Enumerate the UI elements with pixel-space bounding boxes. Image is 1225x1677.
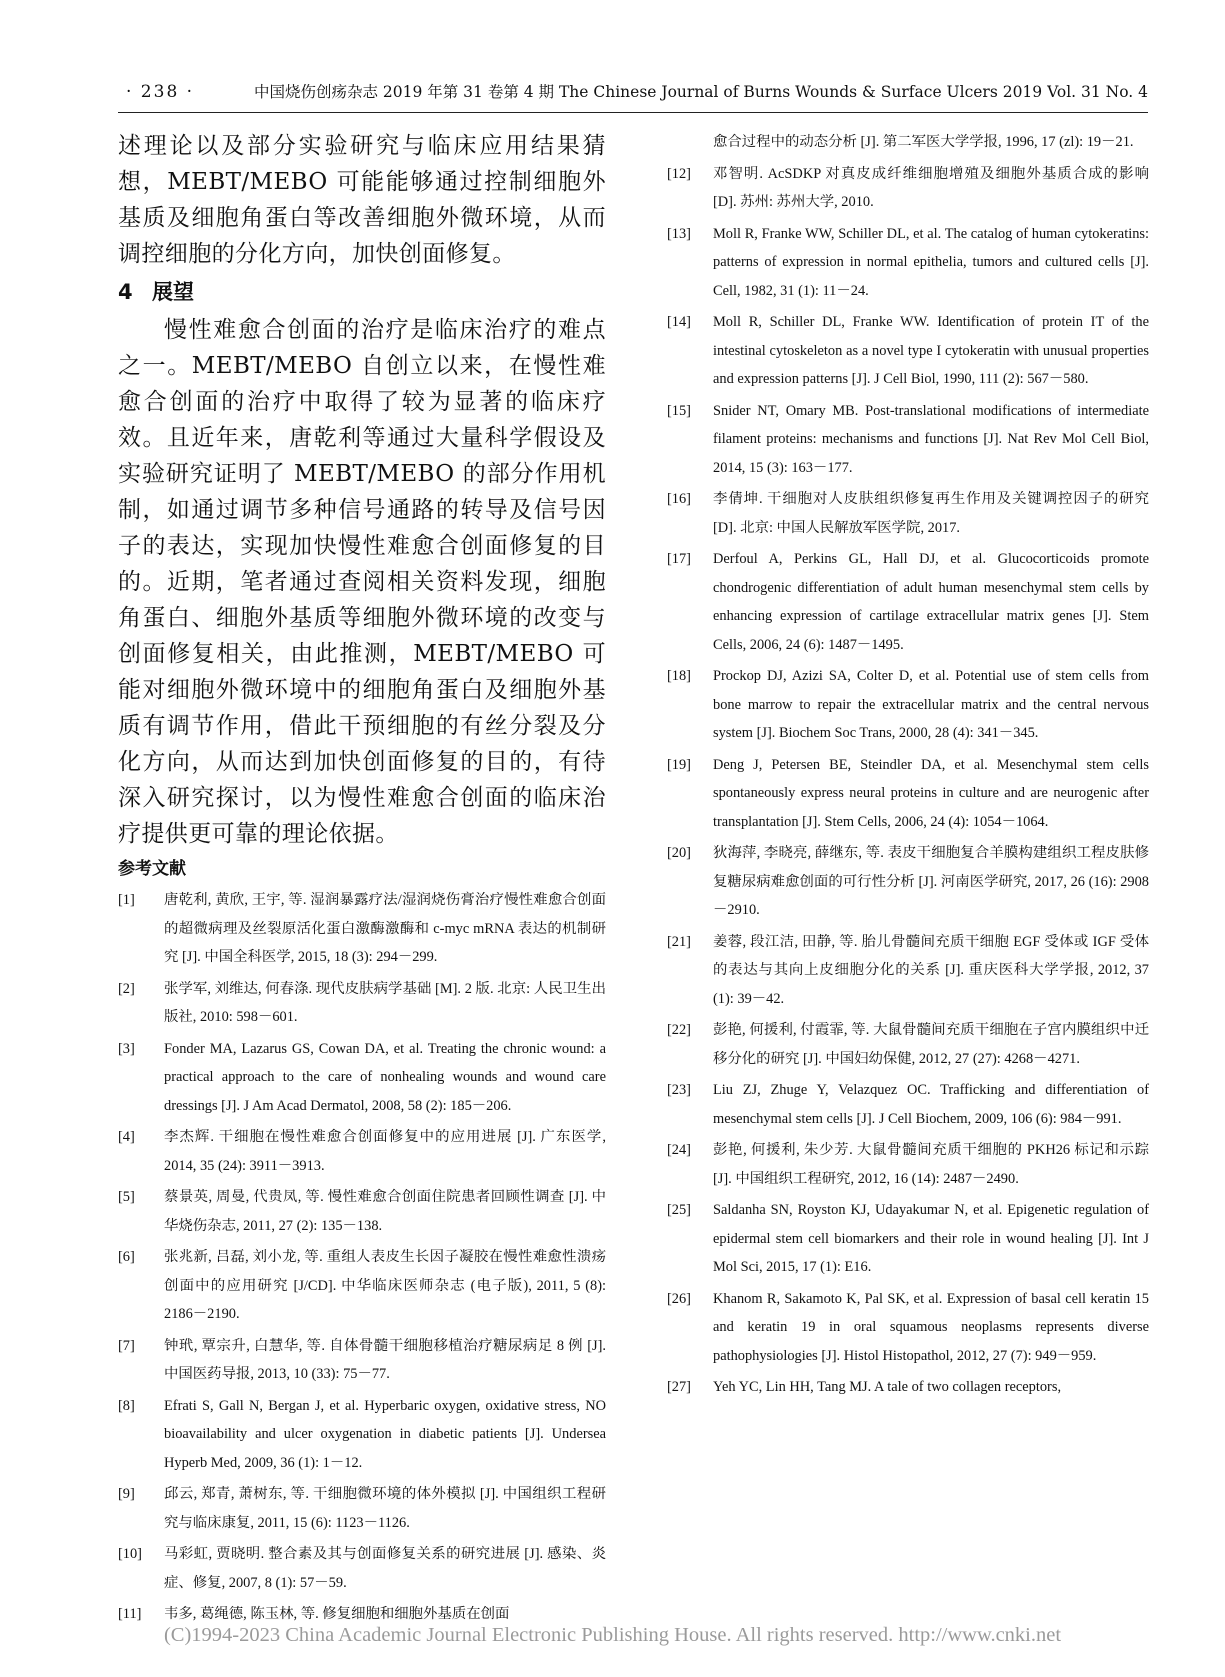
reference-number: [7] xyxy=(118,1337,135,1354)
reference-item xyxy=(118,1332,606,1389)
reference-text: 蔡景英, 周曼, 代贵凤, 等. 慢性难愈合创面住院患者回顾性调查 [J]. 中华烧伤杂志, 2011, 27 (2): 135－138. xyxy=(164,1189,606,1234)
reference-text: 愈合过程中的动态分析 [J]. 第二军医大学学报, 1996, 17 (zl): 19－21. xyxy=(713,134,1134,150)
reference-item xyxy=(118,886,606,972)
reference-item xyxy=(118,1243,606,1329)
reference-text: 彭艳, 何援利, 朱少芳. 大鼠骨髓间充质干细胞的 PKH26 标记和示踪 [J]. 中国组织工程研究, 2012, 16 (14): 2487－2490. xyxy=(713,1142,1149,1187)
reference-text: 李倩坤. 干细胞对人皮肤组织修复再生作用及关键调控因子的研究 [D]. 北京: 中国人民解放军医学院, 2017. xyxy=(713,491,1149,536)
reference-item xyxy=(118,1183,606,1240)
reference-text: Derfoul A, Perkins GL, Hall DJ, et al. Glucocorticoids promote chondrogenic differentiation of adult human mesenchymal stem cells by enhancing expression of cartilage extracellular matrix genes [J]. Stem Cells, 2006, 24 (6): 1487－1495. xyxy=(713,551,1149,653)
reference-text: Fonder MA, Lazarus GS, Cowan DA, et al. Treating the chronic wound: a practical approach to the care of nonhealing wounds and wound care dressings [J]. J Am Acad Dermatol, 2008, 58 (2): 185－206. xyxy=(164,1040,606,1114)
reference-number: [22] xyxy=(667,1022,691,1038)
reference-item xyxy=(667,545,1149,659)
section-number: 4 xyxy=(118,280,133,304)
reference-item xyxy=(667,839,1149,925)
reference-text: Prockop DJ, Azizi SA, Colter D, et al. Potential use of stem cells from bone marrow to repair the extracellular matrix and the central nervous system [J]. Biochem Soc Trans, 2000, 28 (4): 341－345. xyxy=(713,668,1149,741)
reference-number: [5] xyxy=(118,1189,135,1205)
reference-number: [1] xyxy=(118,892,135,908)
reference-number: [14] xyxy=(667,314,691,330)
reference-text: Yeh YC, Lin HH, Tang MJ. A tale of two collagen receptors, xyxy=(713,1379,1062,1395)
reference-item xyxy=(667,751,1149,837)
reference-item xyxy=(667,1285,1149,1371)
reference-number: [12] xyxy=(667,165,691,182)
reference-list xyxy=(118,886,606,1629)
reference-number: [13] xyxy=(667,225,691,242)
reference-number: [27] xyxy=(667,1379,691,1395)
reference-item xyxy=(667,1373,1149,1402)
reference-text: 钟玳, 覃宗升, 白慧华, 等. 自体骨髓干细胞移植治疗糖尿病足 8 例 [J]. 中国医药导报, 2013, 10 (33): 75－77. xyxy=(164,1337,606,1382)
reference-number: [25] xyxy=(667,1202,691,1218)
reference-item xyxy=(118,1123,606,1180)
reference-number: [3] xyxy=(118,1040,135,1057)
reference-text: Moll R, Schiller DL, Franke WW. Identification of protein IT of the intestinal cytoskeleton as a novel type I cytokeratin with unusual properties and expression patterns [J]. J Cell Biol, 1990, 111 (2): 567－580. xyxy=(713,314,1149,387)
reference-item xyxy=(118,975,606,1032)
reference-text: Khanom R, Sakamoto K, Pal SK, et al. Expression of basal cell keratin 15 and keratin 19 in oral squamous neoplasms represents diverse pathophysiologies [J]. Histol Histopathol, 2012, 27 (7): 949－959. xyxy=(713,1290,1149,1364)
reference-text: 彭艳, 何援利, 付霞霏, 等. 大鼠骨髓间充质干细胞在子宫内膜组织中迁移分化的研究 [J]. 中国妇幼保健, 2012, 27 (27): 4268－4271. xyxy=(713,1022,1149,1067)
reference-text: 韦多, 葛绳德, 陈玉林, 等. 修复细胞和细胞外基质在创面 xyxy=(164,1606,510,1622)
reference-number: [17] xyxy=(667,551,691,567)
reference-item xyxy=(667,1076,1149,1133)
reference-item xyxy=(118,1540,606,1597)
section-title: 展望 xyxy=(152,280,194,304)
reference-list xyxy=(667,128,1149,157)
running-header xyxy=(118,80,1148,113)
page-number: · 238 · xyxy=(126,82,195,102)
copyright-footer: (C)1994-2023 China Academic Journal Electronic Publishing House. All rights reserved. http://www.cnki.net xyxy=(163,1624,1062,1646)
reference-item xyxy=(667,397,1149,483)
reference-number: [15] xyxy=(667,402,691,419)
reference-number: [19] xyxy=(667,756,691,773)
reference-item xyxy=(667,220,1149,306)
reference-number: [6] xyxy=(118,1249,135,1265)
reference-number: [23] xyxy=(667,1082,691,1098)
reference-text: 张兆新, 吕磊, 刘小龙, 等. 重组人表皮生长因子凝胶在慢性难愈性溃疡创面中的应用研究 [J/CD]. 中华临床医师杂志 (电子版), 2011, 5 (8): 2186－2190. xyxy=(164,1249,606,1322)
reference-text: 狄海萍, 李晓亮, 薛继东, 等. 表皮干细胞复合羊膜构建组织工程皮肤修复糖尿病难愈创面的可行性分析 [J]. 河南医学研究, 2017, 26 (16): 2908－2910. xyxy=(713,845,1149,918)
body-paragraph: 慢性难愈合创面的治疗是临床治疗的难点之一。MEBT/MEBO 自创立以来，在慢性难愈合创面的治疗中取得了较为显著的临床疗效。且近年来，唐乾利等通过大量科学假设及实验研究证明了 MEBT/MEBO 的部分作用机制，如通过调节多种信号通路的转导及信号因子的表达，实现加快慢性难愈合创面修复的目的。近期，笔者通过查阅相关资料发现，细胞角蛋白、细胞外基质等细胞外微环境的改变与创面修复相关，由此推测，MEBT/MEBO 可能对细胞外微环境中的细胞角蛋白及细胞外基质有调节作用，借此干预细胞的有丝分裂及分化方向，从而达到加快创面修复的目的，有待深入研究探讨，以为慢性难愈合创面的临床治疗提供更可靠的理论依据。 xyxy=(118,317,606,847)
reference-number: [20] xyxy=(667,845,691,861)
journal-info: 中国烧伤创疡杂志 2019 年第 31 卷第 4 期 The Chinese Journal of Burns Wounds & Surface Ulcers 2019 Vol. 31 No. 4 xyxy=(253,83,1148,101)
reference-text: 姜蓉, 段江洁, 田静, 等. 胎儿骨髓间充质干细胞 EGF 受体或 IGF 受体的表达与其向上皮细胞分化的关系 [J]. 重庆医科大学学报, 2012, 37 (1): 39－42. xyxy=(713,933,1149,1007)
reference-text: 唐乾利, 黄欣, 王宇, 等. 湿润暴露疗法/湿润烧伤膏治疗慢性难愈合创面的超微病理及丝裂原活化蛋白激酶激酶和 c-myc mRNA 表达的机制研究 [J]. 中国全科医学, 2015, 18 (3): 294－299. xyxy=(164,892,606,965)
reference-item xyxy=(667,928,1149,1014)
reference-text: Liu ZJ, Zhuge Y, Velazquez OC. Trafficking and differentiation of mesenchymal stem cells [J]. J Cell Biochem, 2009, 106 (6): 984－991. xyxy=(713,1082,1149,1127)
reference-number: [4] xyxy=(118,1129,135,1145)
reference-number: [2] xyxy=(118,980,135,997)
reference-number: [10] xyxy=(118,1546,142,1562)
reference-item xyxy=(667,1196,1149,1282)
reference-item xyxy=(667,160,1149,217)
reference-number: [26] xyxy=(667,1290,691,1307)
body-paragraph: 述理论以及部分实验研究与临床应用结果猜想，MEBT/MEBO 可能能够通过控制细胞外基质及细胞角蛋白等改善细胞外微环境，从而调控细胞的分化方向，加快创面修复。 xyxy=(118,133,606,267)
reference-number: [21] xyxy=(667,933,691,950)
reference-text: Saldanha SN, Royston KJ, Udayakumar N, et al. Epigenetic regulation of epidermal stem cell biomarkers and their role in wound healing [J]. Int J Mol Sci, 2015, 17 (1): E16. xyxy=(713,1202,1149,1275)
reference-number: [11] xyxy=(118,1606,142,1622)
reference-text: Snider NT, Omary MB. Post-translational modifications of intermediate filament proteins: mechanisms and functions [J]. Nat Rev Mol Cell Biol, 2014, 15 (3): 163－177. xyxy=(713,402,1149,476)
reference-item xyxy=(667,485,1149,542)
reference-item xyxy=(667,662,1149,748)
reference-item xyxy=(667,308,1149,394)
reference-text: Deng J, Petersen BE, Steindler DA, et al. Mesenchymal stem cells spontaneously express neural proteins in culture and are neurogenic after transplantation [J]. Stem Cells, 2006, 24 (4): 1054－1064. xyxy=(713,756,1149,830)
left-column xyxy=(118,128,606,1632)
reference-number: [9] xyxy=(118,1486,135,1502)
reference-item xyxy=(118,1392,606,1478)
reference-text: 邱云, 郑青, 萧树东, 等. 干细胞微环境的体外模拟 [J]. 中国组织工程研究与临床康复, 2011, 15 (6): 1123－1126. xyxy=(164,1486,606,1531)
reference-item xyxy=(667,1016,1149,1073)
reference-number: [24] xyxy=(667,1142,691,1158)
reference-text: 李杰辉. 干细胞在慢性难愈合创面修复中的应用进展 [J]. 广东医学, 2014, 35 (24): 3911－3913. xyxy=(164,1129,606,1174)
reference-text: 马彩虹, 贾晓明. 整合素及其与创面修复关系的研究进展 [J]. 感染、炎症、修复, 2007, 8 (1): 57－59. xyxy=(164,1546,606,1591)
reference-item xyxy=(118,1480,606,1537)
right-column xyxy=(667,128,1149,1405)
section-heading xyxy=(118,274,606,310)
reference-item xyxy=(667,1136,1149,1193)
reference-number: [18] xyxy=(667,668,691,684)
reference-text: 邓智明. AcSDKP 对真皮成纤维细胞增殖及细胞外基质合成的影响 [D]. 苏州: 苏州大学, 2010. xyxy=(713,165,1149,210)
reference-item xyxy=(118,1035,606,1121)
reference-number: [16] xyxy=(667,491,691,507)
reference-text: Moll R, Franke WW, Schiller DL, et al. The catalog of human cytokeratins: patterns of expression in normal epithelia, tumors and cultured cells [J]. Cell, 1982, 31 (1): 11－24. xyxy=(713,225,1149,299)
references-heading: 参考文献 xyxy=(118,859,186,879)
reference-continuation xyxy=(667,128,1149,157)
reference-number: [8] xyxy=(118,1397,135,1414)
reference-text: 张学军, 刘维达, 何春涤. 现代皮肤病学基础 [M]. 2 版. 北京: 人民卫生出版社, 2010: 598－601. xyxy=(164,980,606,1025)
reference-list xyxy=(667,160,1149,1402)
reference-text: Efrati S, Gall N, Bergan J, et al. Hyperbaric oxygen, oxidative stress, NO bioavailability and ulcer oxygenation in diabetic patients [J]. Undersea Hyperb Med, 2009, 36 (1): 1－12. xyxy=(164,1397,606,1471)
